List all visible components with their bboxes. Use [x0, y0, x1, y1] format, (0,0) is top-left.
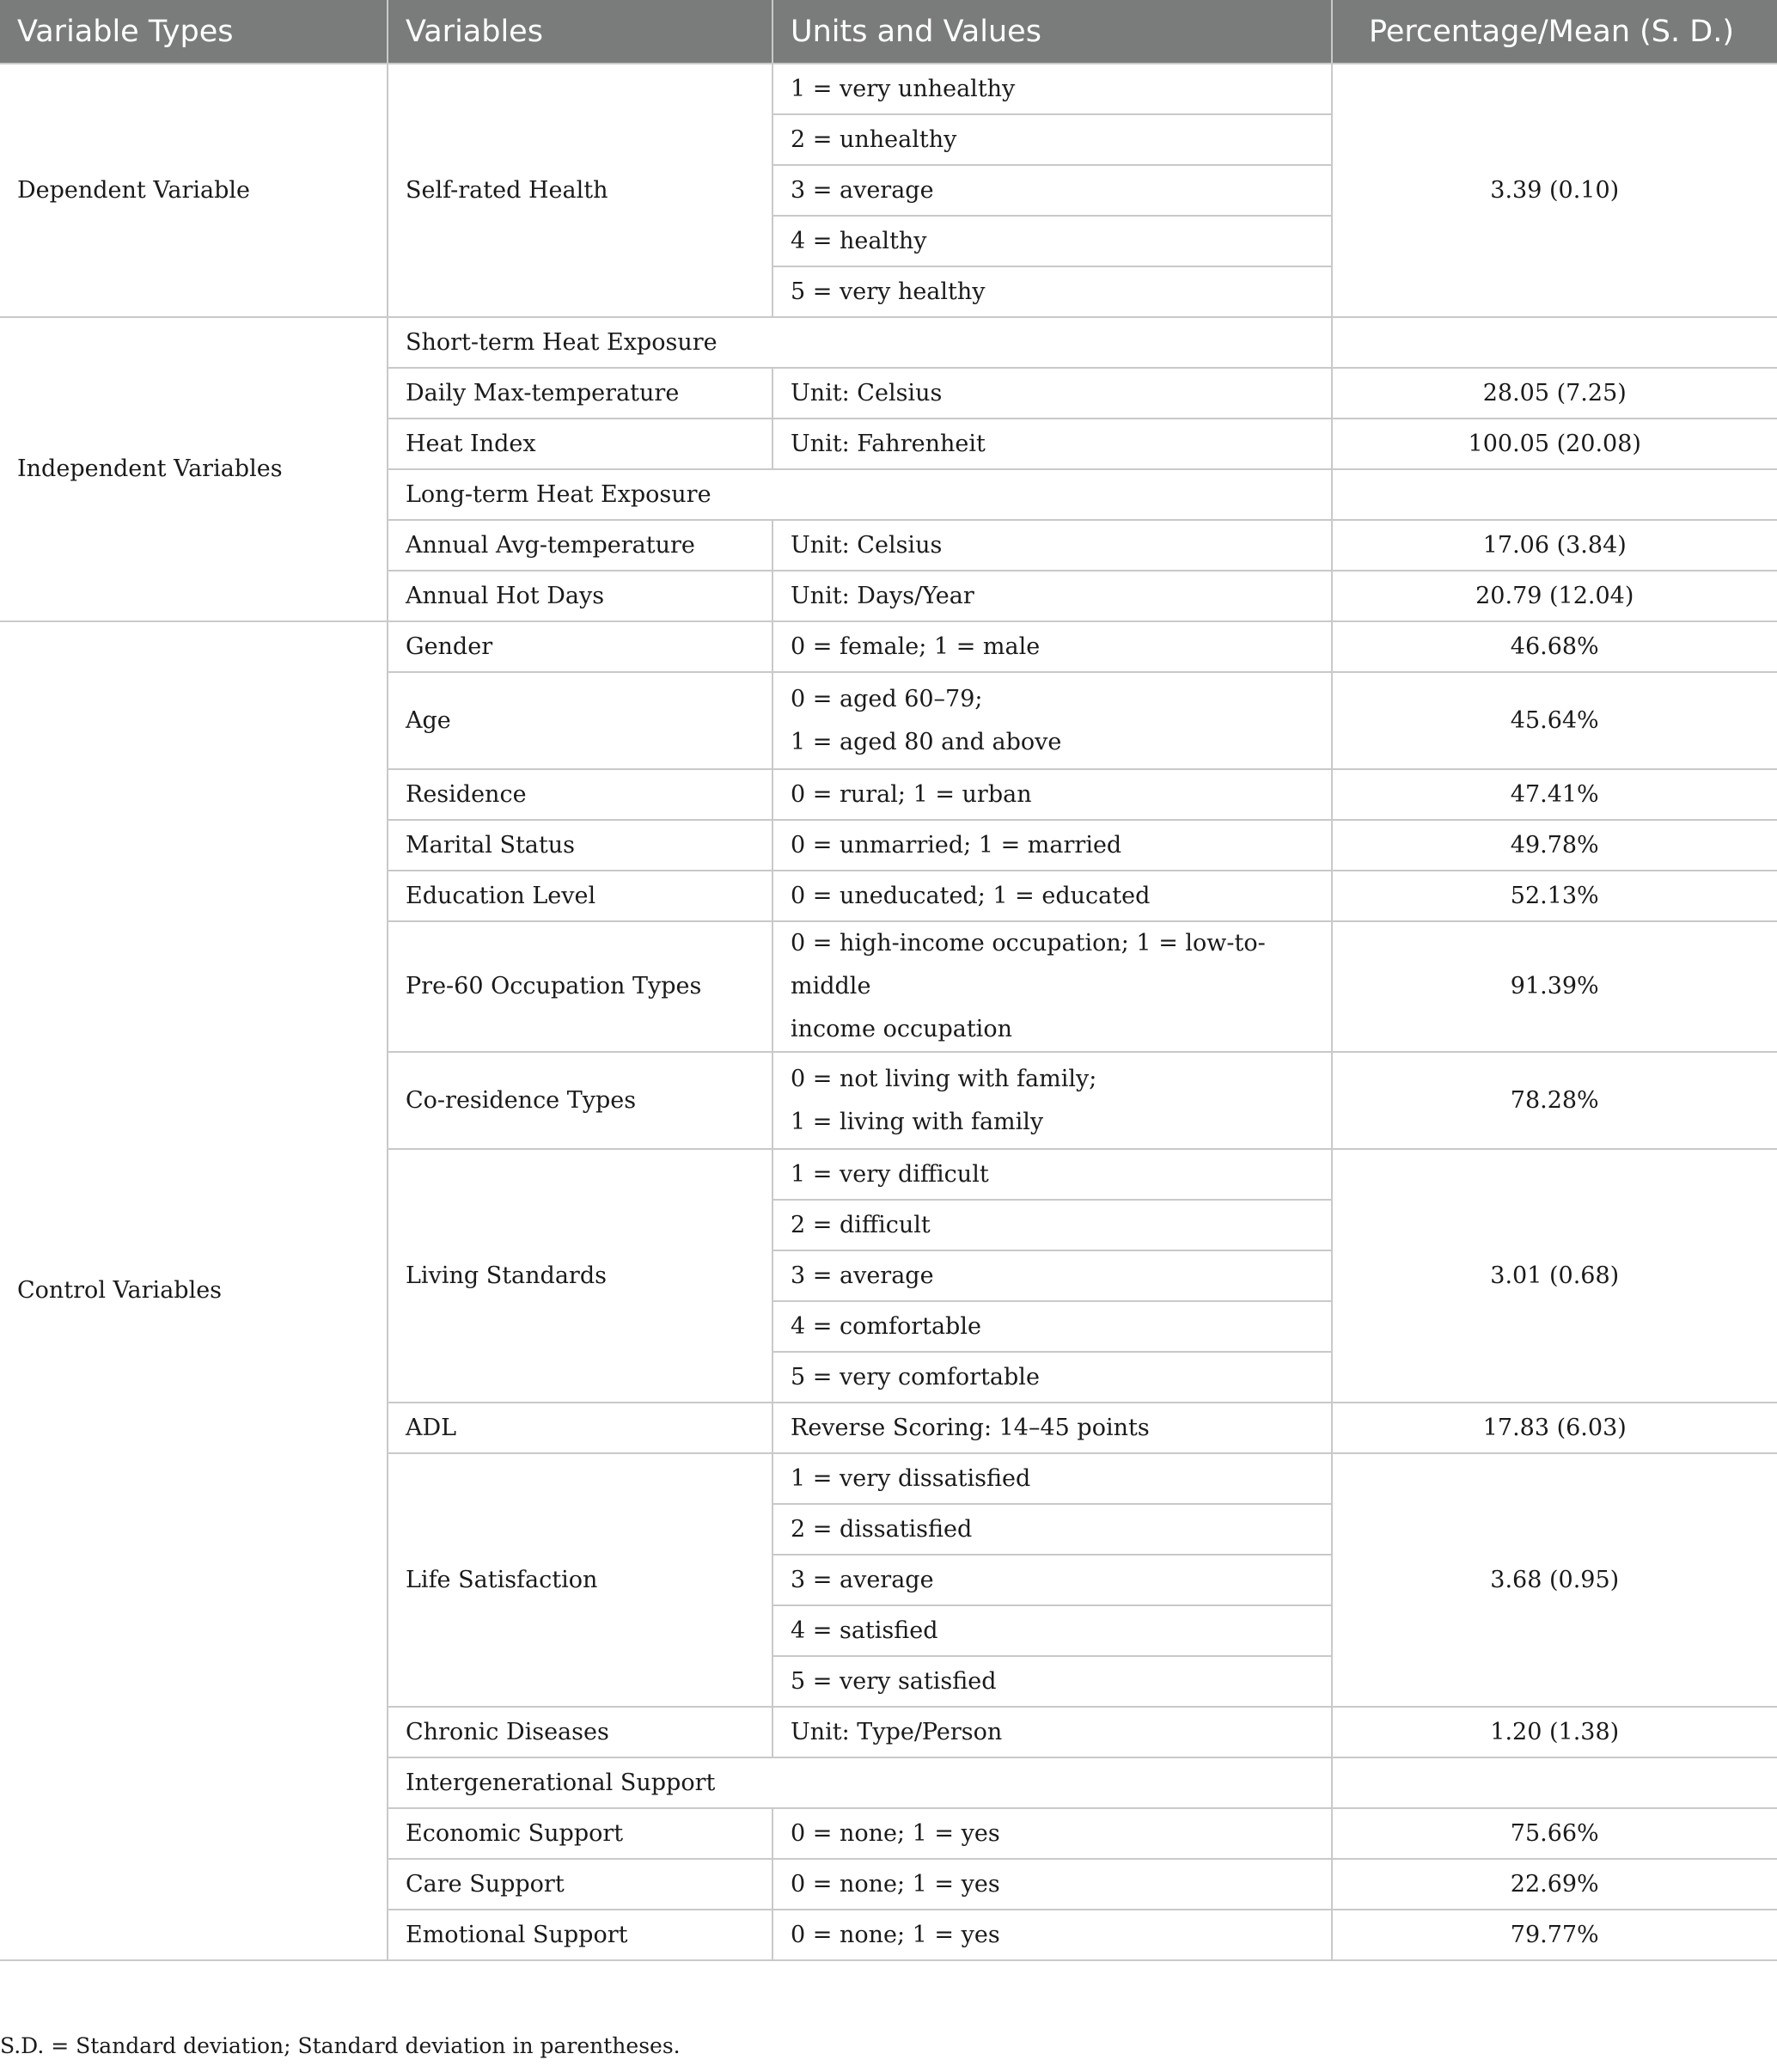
table-row — [0, 621, 1777, 672]
units-cell: 4 = comfortable — [772, 1301, 1332, 1352]
variable-name-cell: Economic Support — [388, 1808, 772, 1859]
units-cell: 3 = average — [772, 1555, 1332, 1605]
variable-name-cell: Education Level — [388, 871, 772, 921]
variable-name-cell: Living Standards — [388, 1149, 772, 1403]
variable-name-cell: Daily Max-temperature — [388, 368, 772, 419]
units-cell: 3 = average — [772, 1250, 1332, 1301]
stat-cell: 3.39 (0.10) — [1332, 64, 1777, 317]
variable-name-cell: Care Support — [388, 1859, 772, 1910]
units-cell: 4 = satisfied — [772, 1605, 1332, 1656]
header-percentage-mean: Percentage/Mean (S. D.) — [1332, 0, 1777, 64]
units-cell: 5 = very comfortable — [772, 1352, 1332, 1403]
units-cell: 0 = none; 1 = yes — [772, 1910, 1332, 1960]
subgroup-label-cell: Intergenerational Support — [388, 1757, 1332, 1808]
variable-type-cell: Control Variables — [0, 621, 388, 1960]
stat-cell: 47.41% — [1332, 769, 1777, 820]
units-cell: Unit: Celsius — [772, 520, 1332, 571]
units-cell: 0 = rural; 1 = urban — [772, 769, 1332, 820]
variable-name-cell: Marital Status — [388, 820, 772, 871]
variable-name-cell: Life Satisfaction — [388, 1453, 772, 1707]
variable-name-cell: Age — [388, 672, 772, 769]
units-line: 0 = not living with family; — [791, 1065, 1097, 1092]
stat-cell: 75.66% — [1332, 1808, 1777, 1859]
variable-name-cell: Co-residence Types — [388, 1052, 772, 1149]
units-line: income occupation — [791, 1016, 1012, 1042]
stat-cell — [1332, 469, 1777, 520]
units-cell: 0 = none; 1 = yes — [772, 1859, 1332, 1910]
stat-cell: 100.05 (20.08) — [1332, 419, 1777, 469]
variable-name-cell: Residence — [388, 769, 772, 820]
stat-cell — [1332, 317, 1777, 368]
stat-cell: 52.13% — [1332, 871, 1777, 921]
units-cell: Unit: Celsius — [772, 368, 1332, 419]
header-variables: Variables — [388, 0, 772, 64]
stat-cell: 49.78% — [1332, 820, 1777, 871]
variable-name-cell: Pre-60 Occupation Types — [388, 921, 772, 1052]
units-cell: 4 = healthy — [772, 216, 1332, 266]
units-line: 1 = aged 80 and above — [791, 728, 1062, 755]
variable-name-cell: ADL — [388, 1403, 772, 1453]
header-units-values: Units and Values — [772, 0, 1332, 64]
units-line: 0 = aged 60–79; — [791, 685, 983, 712]
units-line: 0 = high-income occupation; 1 = low-to-middle — [791, 930, 1266, 999]
units-cell: 2 = dissatisfied — [772, 1504, 1332, 1555]
units-cell: 1 = very dissatisfied — [772, 1453, 1332, 1504]
subgroup-label-cell: Long-term Heat Exposure — [388, 469, 1332, 520]
table-row — [0, 317, 1777, 368]
units-cell: 5 = very satisfied — [772, 1656, 1332, 1707]
variable-name-cell: Chronic Diseases — [388, 1707, 772, 1757]
variable-name-cell: Annual Avg-temperature — [388, 520, 772, 571]
stat-cell: 28.05 (7.25) — [1332, 368, 1777, 419]
variable-name-cell: Heat Index — [388, 419, 772, 469]
table-header-row — [0, 0, 1777, 64]
variable-name-cell: Annual Hot Days — [388, 571, 772, 621]
variable-name-cell: Emotional Support — [388, 1910, 772, 1960]
header-variable-types: Variable Types — [0, 0, 388, 64]
table-row — [0, 64, 1777, 114]
stat-cell: 1.20 (1.38) — [1332, 1707, 1777, 1757]
units-cell: Unit: Days/Year — [772, 571, 1332, 621]
stat-cell: 45.64% — [1332, 672, 1777, 769]
stat-cell: 3.68 (0.95) — [1332, 1453, 1777, 1707]
units-cell: 2 = unhealthy — [772, 114, 1332, 165]
units-cell: 0 = none; 1 = yes — [772, 1808, 1332, 1859]
units-cell: 1 = very difficult — [772, 1149, 1332, 1200]
units-cell: Reverse Scoring: 14–45 points — [772, 1403, 1332, 1453]
units-cell: 5 = very healthy — [772, 266, 1332, 317]
units-cell: 0 = female; 1 = male — [772, 621, 1332, 672]
units-cell — [772, 921, 1332, 1052]
stat-cell: 46.68% — [1332, 621, 1777, 672]
stat-cell: 22.69% — [1332, 1859, 1777, 1910]
units-cell: Unit: Type/Person — [772, 1707, 1332, 1757]
stat-cell: 3.01 (0.68) — [1332, 1149, 1777, 1403]
subgroup-label-cell: Short-term Heat Exposure — [388, 317, 1332, 368]
variable-name-cell: Self-rated Health — [388, 64, 772, 317]
variable-type-cell: Dependent Variable — [0, 64, 388, 317]
units-cell: 3 = average — [772, 165, 1332, 216]
stat-cell: 20.79 (12.04) — [1332, 571, 1777, 621]
units-cell: Unit: Fahrenheit — [772, 419, 1332, 469]
units-cell — [772, 1052, 1332, 1149]
stat-cell — [1332, 1757, 1777, 1808]
units-cell: 2 = difficult — [772, 1200, 1332, 1250]
units-cell: 0 = unmarried; 1 = married — [772, 820, 1332, 871]
variable-name-cell: Gender — [388, 621, 772, 672]
variable-type-cell: Independent Variables — [0, 317, 388, 621]
table-footnote: S.D. = Standard deviation; Standard deviation in parentheses. — [0, 2033, 681, 2058]
stat-cell: 79.77% — [1332, 1910, 1777, 1960]
units-line: 1 = living with family — [791, 1108, 1044, 1135]
units-cell — [772, 672, 1332, 769]
units-cell: 0 = uneducated; 1 = educated — [772, 871, 1332, 921]
stat-cell: 91.39% — [1332, 921, 1777, 1052]
units-cell: 1 = very unhealthy — [772, 64, 1332, 114]
stat-cell: 78.28% — [1332, 1052, 1777, 1149]
stat-cell: 17.83 (6.03) — [1332, 1403, 1777, 1453]
stat-cell: 17.06 (3.84) — [1332, 520, 1777, 571]
